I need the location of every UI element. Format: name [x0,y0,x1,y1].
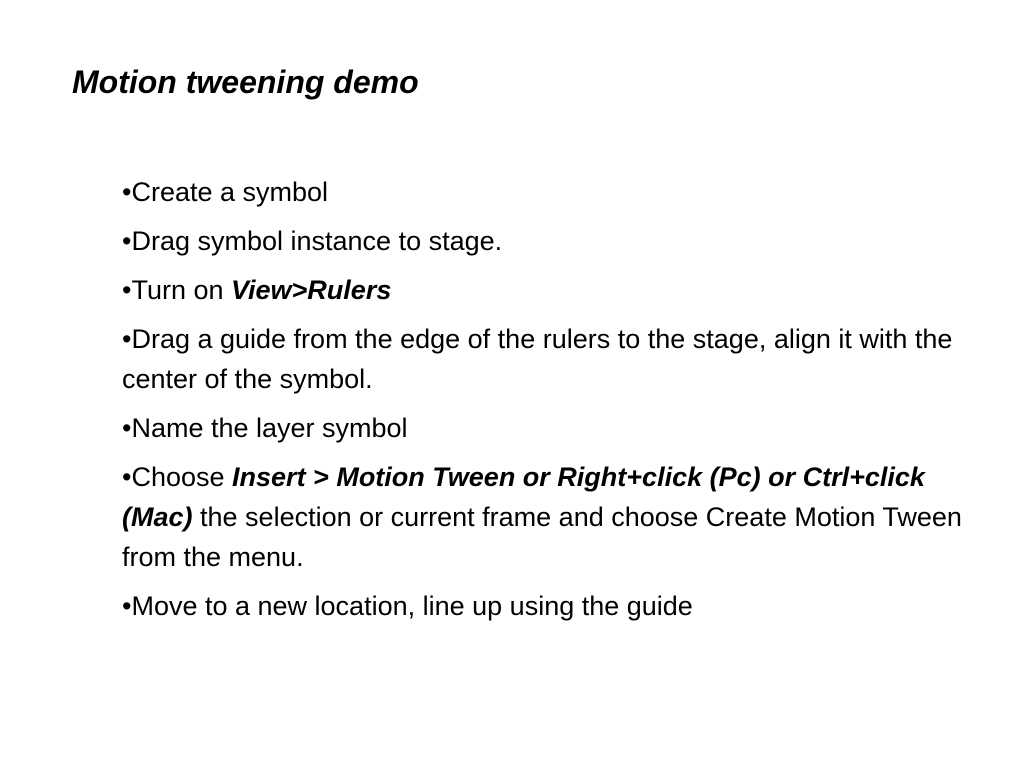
bullet-text: •Move to a new location, line up using the guide [122,591,693,621]
bullet-item [122,408,962,448]
bullet-emphasis: Insert > Motion Tween or Right+click (Pc) or Ctrl+click (Mac) [122,462,925,532]
bullet-text: •Drag symbol instance to stage. [122,226,503,256]
bullet-item [122,221,962,261]
bullet-item [122,319,962,399]
slide-title: Motion tweening demo [72,64,419,100]
bullet-list [122,172,962,635]
bullet-text: •Create a symbol [122,177,329,207]
bullet-item [122,586,962,626]
bullet-text: •Drag a guide from the edge of the rulers to the stage, align it with the center of the symbol. [122,324,953,394]
bullet-text: •Name the layer symbol [122,413,408,443]
bullet-text-suffix: the selection or current frame and choose Create Motion Tween from the menu. [122,502,962,572]
bullet-item [122,457,962,577]
bullet-item [122,172,962,212]
bullet-item [122,270,962,310]
bullet-text: •Choose [122,462,233,492]
bullet-text: •Turn on [122,275,232,305]
bullet-emphasis: View>Rulers [231,275,392,305]
